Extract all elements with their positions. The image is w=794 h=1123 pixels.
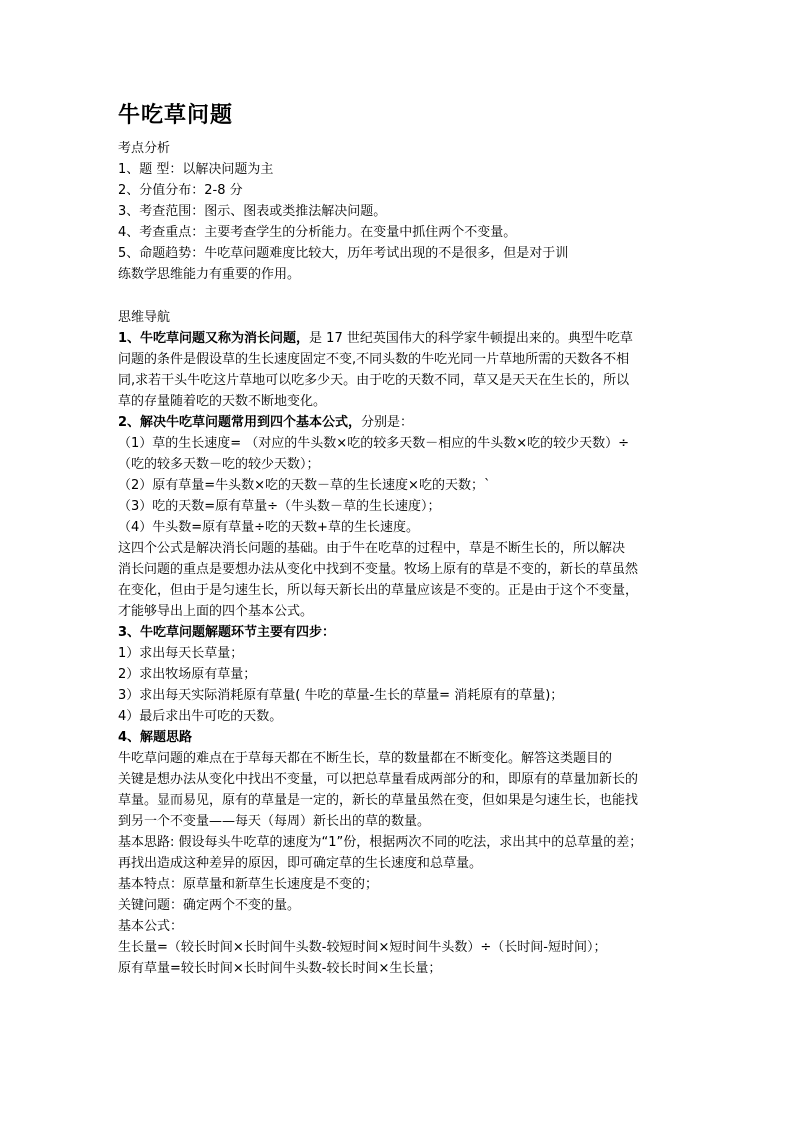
page-title: 牛吃草问题 — [118, 103, 234, 128]
kaodian-item: 4、考查重点：主要考查学生的分析能力。在变量中抓住两个不变量。 — [118, 225, 517, 240]
section-gap — [118, 285, 678, 307]
paragraph-4-line: 生长量=（较长时间×长时间牛头数-较短时间×短时间牛头数）÷（长时间-短时间）； — [118, 940, 607, 955]
formula-line: （吃的较多天数－吃的较少天数）； — [118, 457, 320, 472]
paragraph-1-line — [118, 328, 678, 349]
kaodian-item: 练数学思维能力有重要的作用。 — [118, 267, 301, 282]
paragraph-4-line: 再找出造成这种差异的原因，即可确定草的生长速度和总草量。 — [118, 856, 483, 871]
paragraph-2-line: 在变化，但由于是匀速生长，所以每天新长出的草量应该是不变的。正是由于这个不变量， — [118, 583, 639, 598]
paragraph-1-heading: 1、牛吃草问题又称为消长问题， — [118, 331, 310, 346]
paragraph-4-line: 基本特点：原草量和新草生长速度是不变的； — [118, 877, 379, 892]
paragraph-2-line — [118, 412, 678, 433]
formula-line: （4）牛头数=原有草量÷吃的天数+草的生长速度。 — [118, 520, 419, 535]
paragraph-2-line: 消长问题的重点是要想办法从变化中找到不变量。牧场上原有的草是不变的，新长的草虽然 — [118, 562, 639, 577]
formula-line: （3）吃的天数=原有草量÷（牛头数－草的生长速度）； — [118, 499, 441, 514]
section-heading-siwei: 思维导航 — [118, 310, 171, 325]
paragraph-1-line: 问题的条件是假设草的生长速度固定不变,不同头数的牛吃光同一片草地所需的天数各不相 — [118, 352, 630, 367]
paragraph-4-line: 到另一个不变量——每天（每周）新长出的草的数量。 — [118, 814, 431, 829]
paragraph-4-line: 关键问题：确定两个不变的量。 — [118, 898, 301, 913]
paragraph-3-heading: 3、牛吃草问题解题环节主要有四步： — [118, 625, 336, 640]
paragraph-4-line: 基本公式： — [118, 919, 184, 934]
paragraph-2-line: 才能够导出上面的四个基本公式。 — [118, 604, 314, 619]
paragraph-2-heading: 2、解决牛吃草问题常用到四个基本公式， — [118, 415, 362, 430]
paragraph-4-line: 草量。显而易见，原有的草量是一定的，新长的草量虽然在变，但如果是匀速生长，也能找 — [118, 793, 639, 808]
formula-line: （2）原有草量=牛头数×吃的天数－草的生长速度×吃的天数；ˋ — [118, 478, 491, 493]
formula-line: （1）草的生长速度= （对应的牛头数×吃的较多天数－相应的牛头数×吃的较少天数）÷ — [118, 436, 629, 451]
section-heading-kaodian: 考点分析 — [118, 141, 171, 156]
step-item: 4）最后求出牛可吃的天数。 — [118, 709, 283, 724]
paragraph-2-text: 分别是： — [361, 415, 414, 430]
paragraph-1-line: 同,求若干头牛吃这片草地可以吃多少天。由于吃的天数不同，草又是天天在生长的，所以 — [118, 373, 630, 388]
paragraph-1-text: 是 17 世纪英国伟大的科学家牛顿提出来的。典型牛吃草 — [309, 331, 633, 346]
kaodian-item: 1、题 型：以解决问题为主 — [118, 162, 274, 177]
paragraph-4-line: 基本思路: 假设每头牛吃草的速度为“1”份，根据两次不同的吃法，求出其中的总草量的差； — [118, 835, 643, 850]
step-item: 2）求出牧场原有草量； — [118, 667, 257, 682]
paragraph-4-line: 原有草量=较长时间×长时间牛头数-较长时间×生长量； — [118, 961, 442, 976]
kaodian-item: 5、命题趋势：牛吃草问题难度比较大，历年考试出现的不是很多，但是对于训 — [118, 246, 569, 261]
kaodian-item: 2、分值分布：2-8 分 — [118, 183, 243, 198]
paragraph-4-line: 牛吃草问题的难点在于草每天都在不断生长，草的数量都在不断变化。解答这类题目的 — [118, 751, 613, 766]
document-page — [118, 100, 678, 979]
kaodian-item: 3、考查范围：图示、图表或类推法解决问题。 — [118, 204, 387, 219]
paragraph-4-heading: 4、解题思路 — [118, 730, 193, 745]
paragraph-2-line: 这四个公式是解决消长问题的基础。由于牛在吃草的过程中，草是不断生长的，所以解决 — [118, 541, 626, 556]
paragraph-4-line: 关键是想办法从变化中找出不变量，可以把总草量看成两部分的和，即原有的草量加新长的 — [118, 772, 639, 787]
step-item: 3）求出每天实际消耗原有草量( 牛吃的草量-生长的草量= 消耗原有的草量)； — [118, 688, 564, 703]
paragraph-1-line: 草的存量随着吃的天数不断地变化。 — [118, 394, 327, 409]
step-item: 1）求出每天长草量； — [118, 646, 244, 661]
